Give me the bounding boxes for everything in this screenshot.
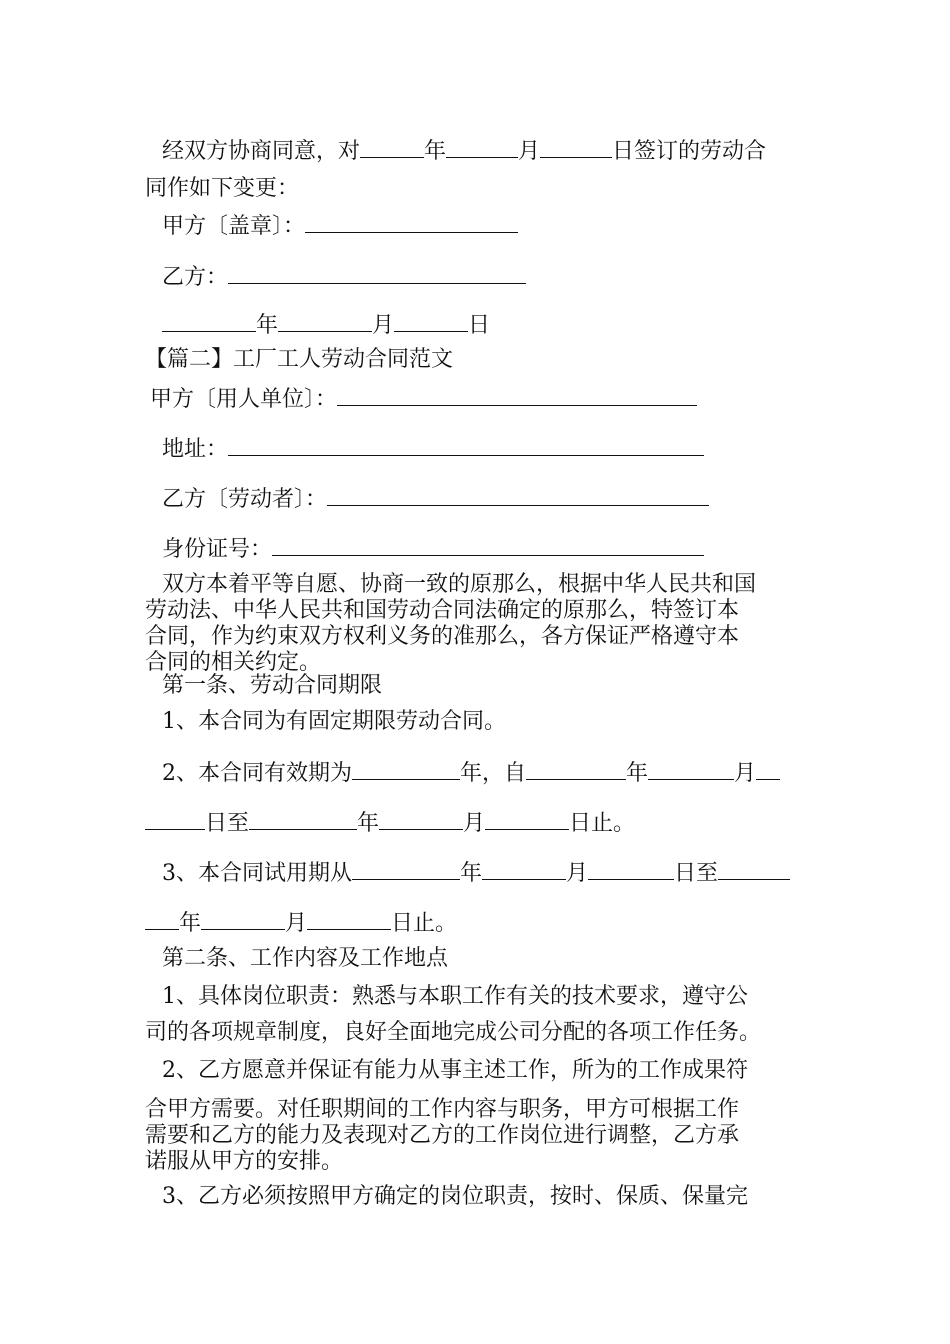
article-heading	[162, 673, 382, 699]
fill-blank	[307, 909, 391, 930]
text-span: 月	[734, 761, 757, 786]
fill-blank	[526, 759, 626, 780]
party-b-line	[162, 263, 526, 291]
text-span: 日至	[205, 811, 250, 836]
text-span: 合同，作为约束双方权利义务的准那么，各方保证严格遵守本	[145, 624, 740, 649]
text-span: 3、乙方必须按照甲方确定的岗位职责，按时、保质、保量完	[162, 1184, 748, 1209]
text-span: 第二条、工作内容及工作地点	[162, 946, 449, 971]
text-span: 1、本合同为有固定期限劳动合同。	[162, 709, 506, 734]
text-span: 年	[460, 861, 483, 886]
text-span: 双方本着平等自愿、协商一致的原那么，根据中华人民共和国	[162, 572, 757, 597]
text-span: 2、本合同有效期为	[162, 761, 352, 786]
fill-blank	[588, 859, 674, 880]
text-span: 乙方：	[162, 265, 229, 290]
text-line	[145, 1097, 739, 1123]
fill-blank	[394, 311, 468, 332]
party-a-seal-line	[162, 212, 518, 240]
employer-line	[150, 385, 697, 413]
text-span: 日止。	[391, 911, 458, 936]
text-span: 第一条、劳动合同期限	[162, 673, 383, 698]
text-span: 日签订的劳动合	[612, 139, 767, 164]
text-span: 日止。	[569, 811, 636, 836]
text-span: 月	[285, 911, 308, 936]
text-line	[145, 176, 299, 202]
text-line	[162, 572, 756, 598]
fill-blank	[272, 535, 704, 556]
fill-blank	[278, 311, 372, 332]
text-span: 甲方〔用人单位〕：	[150, 387, 338, 412]
text-line	[145, 1020, 761, 1046]
text-span: 日至	[674, 861, 719, 886]
fill-blank	[648, 759, 734, 780]
text-line	[145, 624, 739, 650]
fill-blank	[352, 759, 460, 780]
section-title	[145, 347, 453, 373]
text-span: 身份证号：	[162, 537, 273, 562]
text-span: 日	[468, 313, 491, 338]
text-span: 同作如下变更：	[145, 176, 300, 201]
text-span: 月	[566, 861, 589, 886]
text-span: 月	[463, 811, 486, 836]
text-span: 月	[518, 139, 541, 164]
fill-blank	[201, 909, 285, 930]
text-line	[162, 709, 506, 735]
text-line	[145, 1149, 343, 1175]
text-line	[162, 137, 766, 165]
text-span: 2、乙方愿意并保证有能力从事主述工作，所为的工作成果符	[162, 1058, 748, 1083]
text-span: 劳动法、中华人民共和国劳动合同法确定的原那么，特签订本	[145, 598, 740, 623]
text-span: 3、本合同试用期从	[162, 861, 352, 886]
text-span: 司的各项规章制度，良好全面地完成公司分配的各项工作任务。	[145, 1020, 762, 1045]
probation-line	[145, 909, 457, 937]
fill-blank	[162, 311, 256, 332]
text-line	[145, 1123, 739, 1149]
text-span: 诺服从甲方的安排。	[145, 1149, 344, 1174]
article-heading	[162, 946, 448, 972]
probation-line	[162, 859, 790, 887]
fill-blank	[482, 859, 566, 880]
fill-blank	[327, 485, 709, 506]
text-line	[145, 598, 739, 624]
fill-blank	[485, 809, 569, 830]
text-line	[162, 1058, 748, 1084]
text-span: 年	[179, 911, 202, 936]
fill-blank	[305, 212, 518, 233]
fill-blank	[249, 809, 357, 830]
text-span: 乙方〔劳动者〕：	[162, 487, 328, 512]
text-span: 年	[256, 313, 279, 338]
fill-blank	[228, 435, 704, 456]
text-span: 年	[357, 811, 380, 836]
date-line	[162, 311, 490, 339]
text-span: 合甲方需要。对任职期间的工作内容与职务，甲方可根据工作	[145, 1097, 740, 1122]
text-line	[162, 1184, 748, 1210]
text-span: 年	[626, 761, 649, 786]
id-number-line	[162, 535, 704, 563]
text-span: 甲方〔盖章〕：	[162, 214, 306, 239]
text-span: 年	[424, 139, 447, 164]
term-line	[162, 759, 780, 787]
fill-blank	[360, 137, 424, 158]
fill-blank	[352, 859, 460, 880]
text-span: 地址：	[162, 437, 229, 462]
text-span: 需要和乙方的能力及表现对乙方的工作岗位进行调整，乙方承	[145, 1123, 740, 1148]
text-span: 年，自	[460, 761, 527, 786]
text-line	[162, 984, 748, 1010]
address-line	[162, 435, 704, 463]
fill-blank	[145, 909, 179, 930]
text-span: 【篇二】工厂工人劳动合同范文	[145, 347, 454, 372]
fill-blank	[228, 263, 526, 284]
fill-blank	[337, 385, 697, 406]
text-span: 合同的相关约定。	[145, 650, 322, 675]
fill-blank	[145, 809, 205, 830]
fill-blank	[379, 809, 463, 830]
employee-line	[162, 485, 709, 513]
fill-blank	[540, 137, 612, 158]
text-span: 1、具体岗位职责：熟悉与本职工作有关的技术要求，遵守公	[162, 984, 748, 1009]
text-span: 经双方协商同意，对	[162, 139, 361, 164]
fill-blank	[756, 759, 780, 780]
text-span: 月	[372, 313, 395, 338]
fill-blank	[718, 859, 790, 880]
term-line	[145, 809, 635, 837]
fill-blank	[446, 137, 518, 158]
